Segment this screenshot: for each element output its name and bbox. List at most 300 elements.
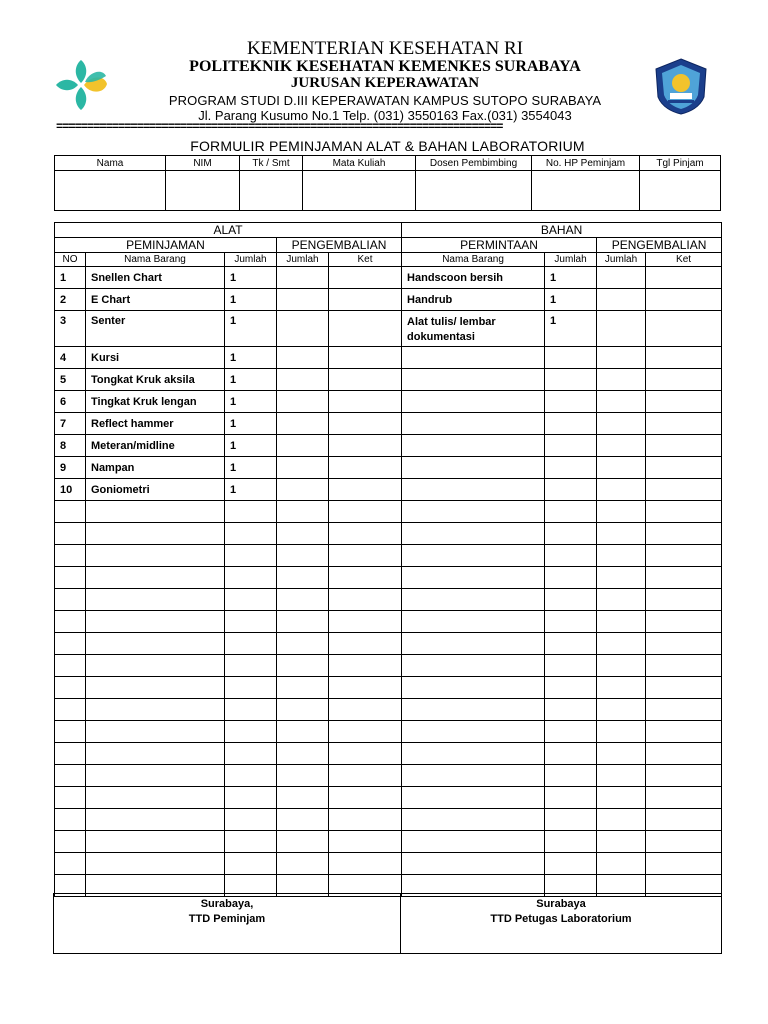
row-alat-kembali-jumlah[interactable] (277, 699, 329, 721)
row-alat-kembali-jumlah[interactable] (277, 787, 329, 809)
row-alat-nama[interactable] (86, 765, 225, 787)
row-alat-nama[interactable] (86, 633, 225, 655)
row-alat-ket[interactable] (329, 501, 402, 523)
row-alat-jumlah[interactable] (225, 809, 277, 831)
row-alat-jumlah[interactable] (225, 501, 277, 523)
row-alat-kembali-jumlah[interactable] (277, 523, 329, 545)
table-row (55, 699, 722, 721)
row-alat-ket[interactable] (329, 311, 402, 347)
row-no[interactable] (55, 765, 86, 787)
row-bahan-jumlah[interactable] (545, 765, 597, 787)
row-bahan-ket[interactable] (646, 589, 722, 611)
row-bahan-nama[interactable] (402, 765, 545, 787)
row-bahan-jumlah[interactable] (545, 655, 597, 677)
row-no[interactable] (55, 567, 86, 589)
department-title: JURUSAN KEPERAWATAN (290, 75, 480, 91)
row-alat-nama: Meteran/midline (86, 435, 225, 457)
row-alat-jumlah[interactable] (225, 633, 277, 655)
row-alat-ket[interactable] (329, 677, 402, 699)
row-no: 2 (55, 289, 86, 311)
row-bahan-jumlah[interactable] (545, 721, 597, 743)
row-bahan-ket[interactable] (646, 523, 722, 545)
row-alat-kembali-jumlah[interactable] (277, 267, 329, 289)
row-alat-kembali-jumlah[interactable] (277, 391, 329, 413)
row-bahan-nama[interactable] (402, 589, 545, 611)
row-bahan-nama[interactable] (402, 743, 545, 765)
row-bahan-kembali-jumlah[interactable] (597, 787, 646, 809)
row-alat-kembali-jumlah[interactable] (277, 611, 329, 633)
row-bahan-nama: Handrub (402, 289, 545, 311)
table-row (55, 523, 722, 545)
alat-pengembalian-header: PENGEMBALIAN (277, 238, 402, 253)
nama-field[interactable] (55, 171, 166, 211)
row-alat-jumlah: 1 (225, 289, 277, 311)
signature-table (53, 893, 722, 954)
row-no[interactable] (55, 787, 86, 809)
address-line: Jl. Parang Kusumo No.1 Telp. (031) 3550163 Fax.(031) 3554043 (198, 108, 572, 123)
row-alat-ket[interactable] (329, 721, 402, 743)
row-bahan-kembali-jumlah[interactable] (597, 479, 646, 501)
row-bahan-kembali-jumlah[interactable] (597, 347, 646, 369)
row-bahan-ket[interactable] (646, 611, 722, 633)
col-bahan-ket: Ket (646, 253, 722, 267)
row-bahan-jumlah (545, 413, 597, 435)
row-alat-kembali-jumlah[interactable] (277, 347, 329, 369)
row-alat-ket[interactable] (329, 589, 402, 611)
row-bahan-ket[interactable] (646, 743, 722, 765)
table-row (55, 567, 722, 589)
nim-field[interactable] (166, 171, 240, 211)
row-alat-nama[interactable] (86, 787, 225, 809)
table-row (55, 347, 722, 369)
row-bahan-nama: Handscoon bersih (402, 267, 545, 289)
table-row (55, 391, 722, 413)
row-alat-kembali-jumlah[interactable] (277, 809, 329, 831)
row-alat-nama[interactable] (86, 589, 225, 611)
row-alat-kembali-jumlah[interactable] (277, 369, 329, 391)
row-alat-nama: Tingkat Kruk lengan (86, 391, 225, 413)
row-alat-kembali-jumlah[interactable] (277, 853, 329, 875)
row-alat-jumlah[interactable] (225, 743, 277, 765)
row-alat-nama[interactable] (86, 809, 225, 831)
row-bahan-kembali-jumlah[interactable] (597, 809, 646, 831)
row-alat-kembali-jumlah[interactable] (277, 435, 329, 457)
row-bahan-jumlah: 1 (545, 289, 597, 311)
peminjam-signature-box[interactable] (54, 894, 401, 954)
institution-title: POLITEKNIK KESEHATAN KEMENKES SURABAYA (189, 58, 581, 75)
row-no[interactable] (55, 523, 86, 545)
row-bahan-ket[interactable] (646, 267, 722, 289)
hp-field[interactable] (532, 171, 640, 211)
row-bahan-kembali-jumlah[interactable] (597, 545, 646, 567)
row-bahan-kembali-jumlah[interactable] (597, 743, 646, 765)
row-alat-ket[interactable] (329, 743, 402, 765)
tgl-pinjam-field[interactable] (640, 171, 721, 211)
row-no: 3 (55, 311, 86, 347)
row-alat-nama: E Chart (86, 289, 225, 311)
row-bahan-jumlah[interactable] (545, 787, 597, 809)
table-row (55, 809, 722, 831)
row-no: 4 (55, 347, 86, 369)
row-no[interactable] (55, 655, 86, 677)
row-no[interactable] (55, 633, 86, 655)
row-alat-kembali-jumlah[interactable] (277, 721, 329, 743)
row-no: 8 (55, 435, 86, 457)
tk-smt-field[interactable] (240, 171, 303, 211)
row-bahan-kembali-jumlah[interactable] (597, 289, 646, 311)
row-alat-kembali-jumlah[interactable] (277, 457, 329, 479)
row-no: 9 (55, 457, 86, 479)
row-bahan-nama[interactable] (402, 809, 545, 831)
col-dosen: Dosen Pembimbing (416, 156, 532, 171)
row-alat-jumlah[interactable] (225, 611, 277, 633)
row-alat-nama: Nampan (86, 457, 225, 479)
row-alat-ket[interactable] (329, 787, 402, 809)
row-alat-jumlah: 1 (225, 267, 277, 289)
row-bahan-kembali-jumlah[interactable] (597, 413, 646, 435)
col-alat-nama: Nama Barang (86, 253, 225, 267)
row-bahan-jumlah[interactable] (545, 545, 597, 567)
row-alat-jumlah[interactable] (225, 567, 277, 589)
row-bahan-jumlah[interactable] (545, 501, 597, 523)
row-bahan-ket[interactable] (646, 435, 722, 457)
row-bahan-jumlah[interactable] (545, 567, 597, 589)
col-alat-jumlah: Jumlah (225, 253, 277, 267)
row-alat-kembali-jumlah[interactable] (277, 831, 329, 853)
row-bahan-nama: Alat tulis/ lembar dokumentasi (402, 311, 545, 347)
row-bahan-jumlah[interactable] (545, 633, 597, 655)
row-alat-jumlah: 1 (225, 369, 277, 391)
row-alat-nama[interactable] (86, 501, 225, 523)
row-no[interactable] (55, 831, 86, 853)
row-bahan-ket[interactable] (646, 479, 722, 501)
row-alat-nama: Snellen Chart (86, 267, 225, 289)
row-alat-nama: Senter (86, 311, 225, 347)
row-alat-ket[interactable] (329, 523, 402, 545)
row-alat-ket[interactable] (329, 457, 402, 479)
row-alat-nama[interactable] (86, 655, 225, 677)
row-bahan-kembali-jumlah[interactable] (597, 765, 646, 787)
bahan-header: BAHAN (402, 223, 722, 238)
row-bahan-nama (402, 391, 545, 413)
row-bahan-kembali-jumlah[interactable] (597, 391, 646, 413)
row-alat-ket[interactable] (329, 267, 402, 289)
table-row (55, 721, 722, 743)
row-alat-ket[interactable] (329, 545, 402, 567)
row-bahan-ket[interactable] (646, 347, 722, 369)
poltekkes-seal-icon (652, 57, 710, 115)
row-alat-jumlah: 1 (225, 457, 277, 479)
row-bahan-kembali-jumlah[interactable] (597, 267, 646, 289)
row-bahan-jumlah (545, 369, 597, 391)
row-alat-nama[interactable] (86, 545, 225, 567)
table-row (55, 853, 722, 875)
row-alat-jumlah[interactable] (225, 589, 277, 611)
row-no[interactable] (55, 589, 86, 611)
row-bahan-ket[interactable] (646, 677, 722, 699)
permintaan-header: PERMINTAAN (402, 238, 597, 253)
petugas-signature-label: TTD Petugas Laboratorium (490, 913, 632, 925)
row-alat-ket[interactable] (329, 853, 402, 875)
table-row (55, 501, 722, 523)
row-bahan-kembali-jumlah[interactable] (597, 369, 646, 391)
row-no: 7 (55, 413, 86, 435)
row-alat-nama[interactable] (86, 743, 225, 765)
kemenkes-logo-icon (52, 56, 110, 114)
row-no[interactable] (55, 699, 86, 721)
row-bahan-ket[interactable] (646, 545, 722, 567)
table-row (55, 457, 722, 479)
row-alat-ket[interactable] (329, 831, 402, 853)
row-alat-nama[interactable] (86, 611, 225, 633)
row-bahan-nama[interactable] (402, 611, 545, 633)
col-bahan-kembali-jumlah: Jumlah (597, 253, 646, 267)
row-bahan-nama (402, 457, 545, 479)
row-alat-kembali-jumlah[interactable] (277, 765, 329, 787)
row-bahan-jumlah: 1 (545, 267, 597, 289)
row-alat-kembali-jumlah[interactable] (277, 677, 329, 699)
row-alat-kembali-jumlah[interactable] (277, 567, 329, 589)
row-alat-jumlah: 1 (225, 479, 277, 501)
row-alat-kembali-jumlah[interactable] (277, 633, 329, 655)
row-bahan-ket[interactable] (646, 633, 722, 655)
row-bahan-kembali-jumlah[interactable] (597, 589, 646, 611)
row-alat-jumlah[interactable] (225, 853, 277, 875)
row-no: 10 (55, 479, 86, 501)
peminjaman-header: PEMINJAMAN (55, 238, 277, 253)
row-bahan-kembali-jumlah[interactable] (597, 457, 646, 479)
row-alat-nama: Reflect hammer (86, 413, 225, 435)
row-alat-ket[interactable] (329, 699, 402, 721)
row-bahan-nama[interactable] (402, 523, 545, 545)
row-bahan-ket[interactable] (646, 391, 722, 413)
row-bahan-nama[interactable] (402, 567, 545, 589)
row-no: 5 (55, 369, 86, 391)
row-bahan-jumlah (545, 347, 597, 369)
row-bahan-ket[interactable] (646, 567, 722, 589)
row-bahan-kembali-jumlah[interactable] (597, 655, 646, 677)
row-bahan-kembali-jumlah[interactable] (597, 853, 646, 875)
row-alat-ket[interactable] (329, 289, 402, 311)
petugas-signature-box[interactable] (401, 894, 722, 954)
peminjam-city: Surabaya, (200, 898, 254, 910)
row-alat-nama[interactable] (86, 567, 225, 589)
row-alat-jumlah[interactable] (225, 765, 277, 787)
row-bahan-jumlah (545, 391, 597, 413)
row-no[interactable] (55, 611, 86, 633)
row-bahan-kembali-jumlah[interactable] (597, 567, 646, 589)
col-tgl-pinjam: Tgl Pinjam (640, 156, 721, 171)
row-bahan-nama (402, 435, 545, 457)
form-title: FORMULIR PEMINJAMAN ALAT & BAHAN LABORATORIUM (190, 138, 585, 154)
row-no[interactable] (55, 743, 86, 765)
row-alat-nama[interactable] (86, 721, 225, 743)
row-bahan-nama[interactable] (402, 853, 545, 875)
program-title: PROGRAM STUDI D.III KEPERAWATAN KAMPUS SUTOPO SURABAYA (168, 93, 602, 108)
row-alat-jumlah[interactable] (225, 831, 277, 853)
row-bahan-kembali-jumlah[interactable] (597, 435, 646, 457)
row-alat-ket[interactable] (329, 413, 402, 435)
table-row (55, 435, 722, 457)
row-alat-kembali-jumlah[interactable] (277, 413, 329, 435)
row-no[interactable] (55, 677, 86, 699)
row-alat-nama[interactable] (86, 677, 225, 699)
row-alat-jumlah[interactable] (225, 699, 277, 721)
row-bahan-kembali-jumlah[interactable] (597, 699, 646, 721)
row-no[interactable] (55, 853, 86, 875)
row-alat-jumlah: 1 (225, 435, 277, 457)
items-table (54, 222, 722, 897)
row-bahan-jumlah[interactable] (545, 853, 597, 875)
row-bahan-nama[interactable] (402, 501, 545, 523)
row-alat-jumlah: 1 (225, 347, 277, 369)
col-bahan-jumlah: Jumlah (545, 253, 597, 267)
row-alat-ket[interactable] (329, 809, 402, 831)
row-bahan-ket[interactable] (646, 369, 722, 391)
table-row (55, 765, 722, 787)
row-alat-ket[interactable] (329, 611, 402, 633)
row-alat-nama[interactable] (86, 831, 225, 853)
col-nim: NIM (166, 156, 240, 171)
row-bahan-ket[interactable] (646, 457, 722, 479)
row-bahan-kembali-jumlah[interactable] (597, 677, 646, 699)
row-alat-kembali-jumlah[interactable] (277, 545, 329, 567)
row-alat-kembali-jumlah[interactable] (277, 589, 329, 611)
row-alat-nama[interactable] (86, 853, 225, 875)
row-bahan-ket[interactable] (646, 721, 722, 743)
row-alat-ket[interactable] (329, 765, 402, 787)
row-bahan-nama[interactable] (402, 831, 545, 853)
row-alat-jumlah: 1 (225, 311, 277, 347)
row-no[interactable] (55, 545, 86, 567)
row-alat-jumlah[interactable] (225, 523, 277, 545)
row-alat-jumlah[interactable] (225, 721, 277, 743)
col-nama: Nama (55, 156, 166, 171)
row-alat-nama: Kursi (86, 347, 225, 369)
row-alat-jumlah[interactable] (225, 655, 277, 677)
row-alat-ket[interactable] (329, 369, 402, 391)
row-bahan-ket[interactable] (646, 311, 722, 347)
row-bahan-jumlah (545, 435, 597, 457)
col-alat-kembali-jumlah: Jumlah (277, 253, 329, 267)
table-row (55, 611, 722, 633)
row-alat-ket[interactable] (329, 391, 402, 413)
row-bahan-jumlah (545, 457, 597, 479)
row-bahan-ket[interactable] (646, 699, 722, 721)
row-alat-ket[interactable] (329, 479, 402, 501)
row-bahan-nama[interactable] (402, 787, 545, 809)
row-bahan-nama[interactable] (402, 655, 545, 677)
row-bahan-jumlah[interactable] (545, 523, 597, 545)
row-bahan-kembali-jumlah[interactable] (597, 523, 646, 545)
col-no: NO (55, 253, 86, 267)
row-bahan-nama (402, 369, 545, 391)
row-bahan-jumlah[interactable] (545, 743, 597, 765)
table-row (55, 787, 722, 809)
row-bahan-nama[interactable] (402, 677, 545, 699)
row-bahan-nama[interactable] (402, 545, 545, 567)
row-bahan-ket[interactable] (646, 655, 722, 677)
row-alat-jumlah[interactable] (225, 677, 277, 699)
bahan-pengembalian-header: PENGEMBALIAN (597, 238, 722, 253)
table-row (55, 267, 722, 289)
row-bahan-nama[interactable] (402, 721, 545, 743)
row-bahan-ket[interactable] (646, 289, 722, 311)
row-bahan-nama[interactable] (402, 633, 545, 655)
row-alat-jumlah[interactable] (225, 787, 277, 809)
row-alat-ket[interactable] (329, 347, 402, 369)
row-no: 1 (55, 267, 86, 289)
borrower-info-table (54, 155, 721, 211)
table-row (55, 289, 722, 311)
row-bahan-jumlah: 1 (545, 311, 597, 347)
row-alat-nama[interactable] (86, 523, 225, 545)
col-tk-smt: Tk / Smt (240, 156, 303, 171)
row-bahan-ket[interactable] (646, 809, 722, 831)
row-alat-nama: Goniometri (86, 479, 225, 501)
row-bahan-jumlah[interactable] (545, 831, 597, 853)
row-alat-ket[interactable] (329, 567, 402, 589)
table-row (55, 677, 722, 699)
row-bahan-kembali-jumlah[interactable] (597, 831, 646, 853)
row-alat-kembali-jumlah[interactable] (277, 501, 329, 523)
ministry-title: KEMENTERIAN KESEHATAN RI (246, 38, 524, 59)
mata-kuliah-field[interactable] (303, 171, 416, 211)
row-bahan-ket[interactable] (646, 413, 722, 435)
table-row (55, 479, 722, 501)
row-alat-kembali-jumlah[interactable] (277, 743, 329, 765)
row-alat-ket[interactable] (329, 435, 402, 457)
header-separator: ======================================================================== (56, 121, 503, 133)
row-bahan-kembali-jumlah[interactable] (597, 611, 646, 633)
row-no[interactable] (55, 721, 86, 743)
row-bahan-kembali-jumlah[interactable] (597, 501, 646, 523)
row-no[interactable] (55, 809, 86, 831)
table-row (55, 413, 722, 435)
row-bahan-jumlah[interactable] (545, 809, 597, 831)
row-bahan-ket[interactable] (646, 831, 722, 853)
row-alat-kembali-jumlah[interactable] (277, 311, 329, 347)
row-bahan-ket[interactable] (646, 765, 722, 787)
table-row (55, 545, 722, 567)
row-bahan-kembali-jumlah[interactable] (597, 311, 646, 347)
row-alat-kembali-jumlah[interactable] (277, 655, 329, 677)
row-alat-jumlah: 1 (225, 391, 277, 413)
row-bahan-jumlah[interactable] (545, 611, 597, 633)
dosen-field[interactable] (416, 171, 532, 211)
row-bahan-jumlah[interactable] (545, 677, 597, 699)
row-bahan-ket[interactable] (646, 787, 722, 809)
row-alat-nama[interactable] (86, 699, 225, 721)
row-bahan-ket[interactable] (646, 501, 722, 523)
row-alat-ket[interactable] (329, 655, 402, 677)
col-mata-kuliah: Mata Kuliah (303, 156, 416, 171)
row-bahan-nama[interactable] (402, 699, 545, 721)
row-alat-nama: Tongkat Kruk aksila (86, 369, 225, 391)
row-bahan-nama (402, 413, 545, 435)
row-no[interactable] (55, 501, 86, 523)
table-row (55, 743, 722, 765)
row-bahan-kembali-jumlah[interactable] (597, 721, 646, 743)
row-bahan-kembali-jumlah[interactable] (597, 633, 646, 655)
row-bahan-jumlah[interactable] (545, 699, 597, 721)
row-bahan-jumlah[interactable] (545, 589, 597, 611)
row-alat-jumlah[interactable] (225, 545, 277, 567)
row-bahan-ket[interactable] (646, 853, 722, 875)
row-alat-ket[interactable] (329, 633, 402, 655)
row-alat-kembali-jumlah[interactable] (277, 289, 329, 311)
row-alat-kembali-jumlah[interactable] (277, 479, 329, 501)
